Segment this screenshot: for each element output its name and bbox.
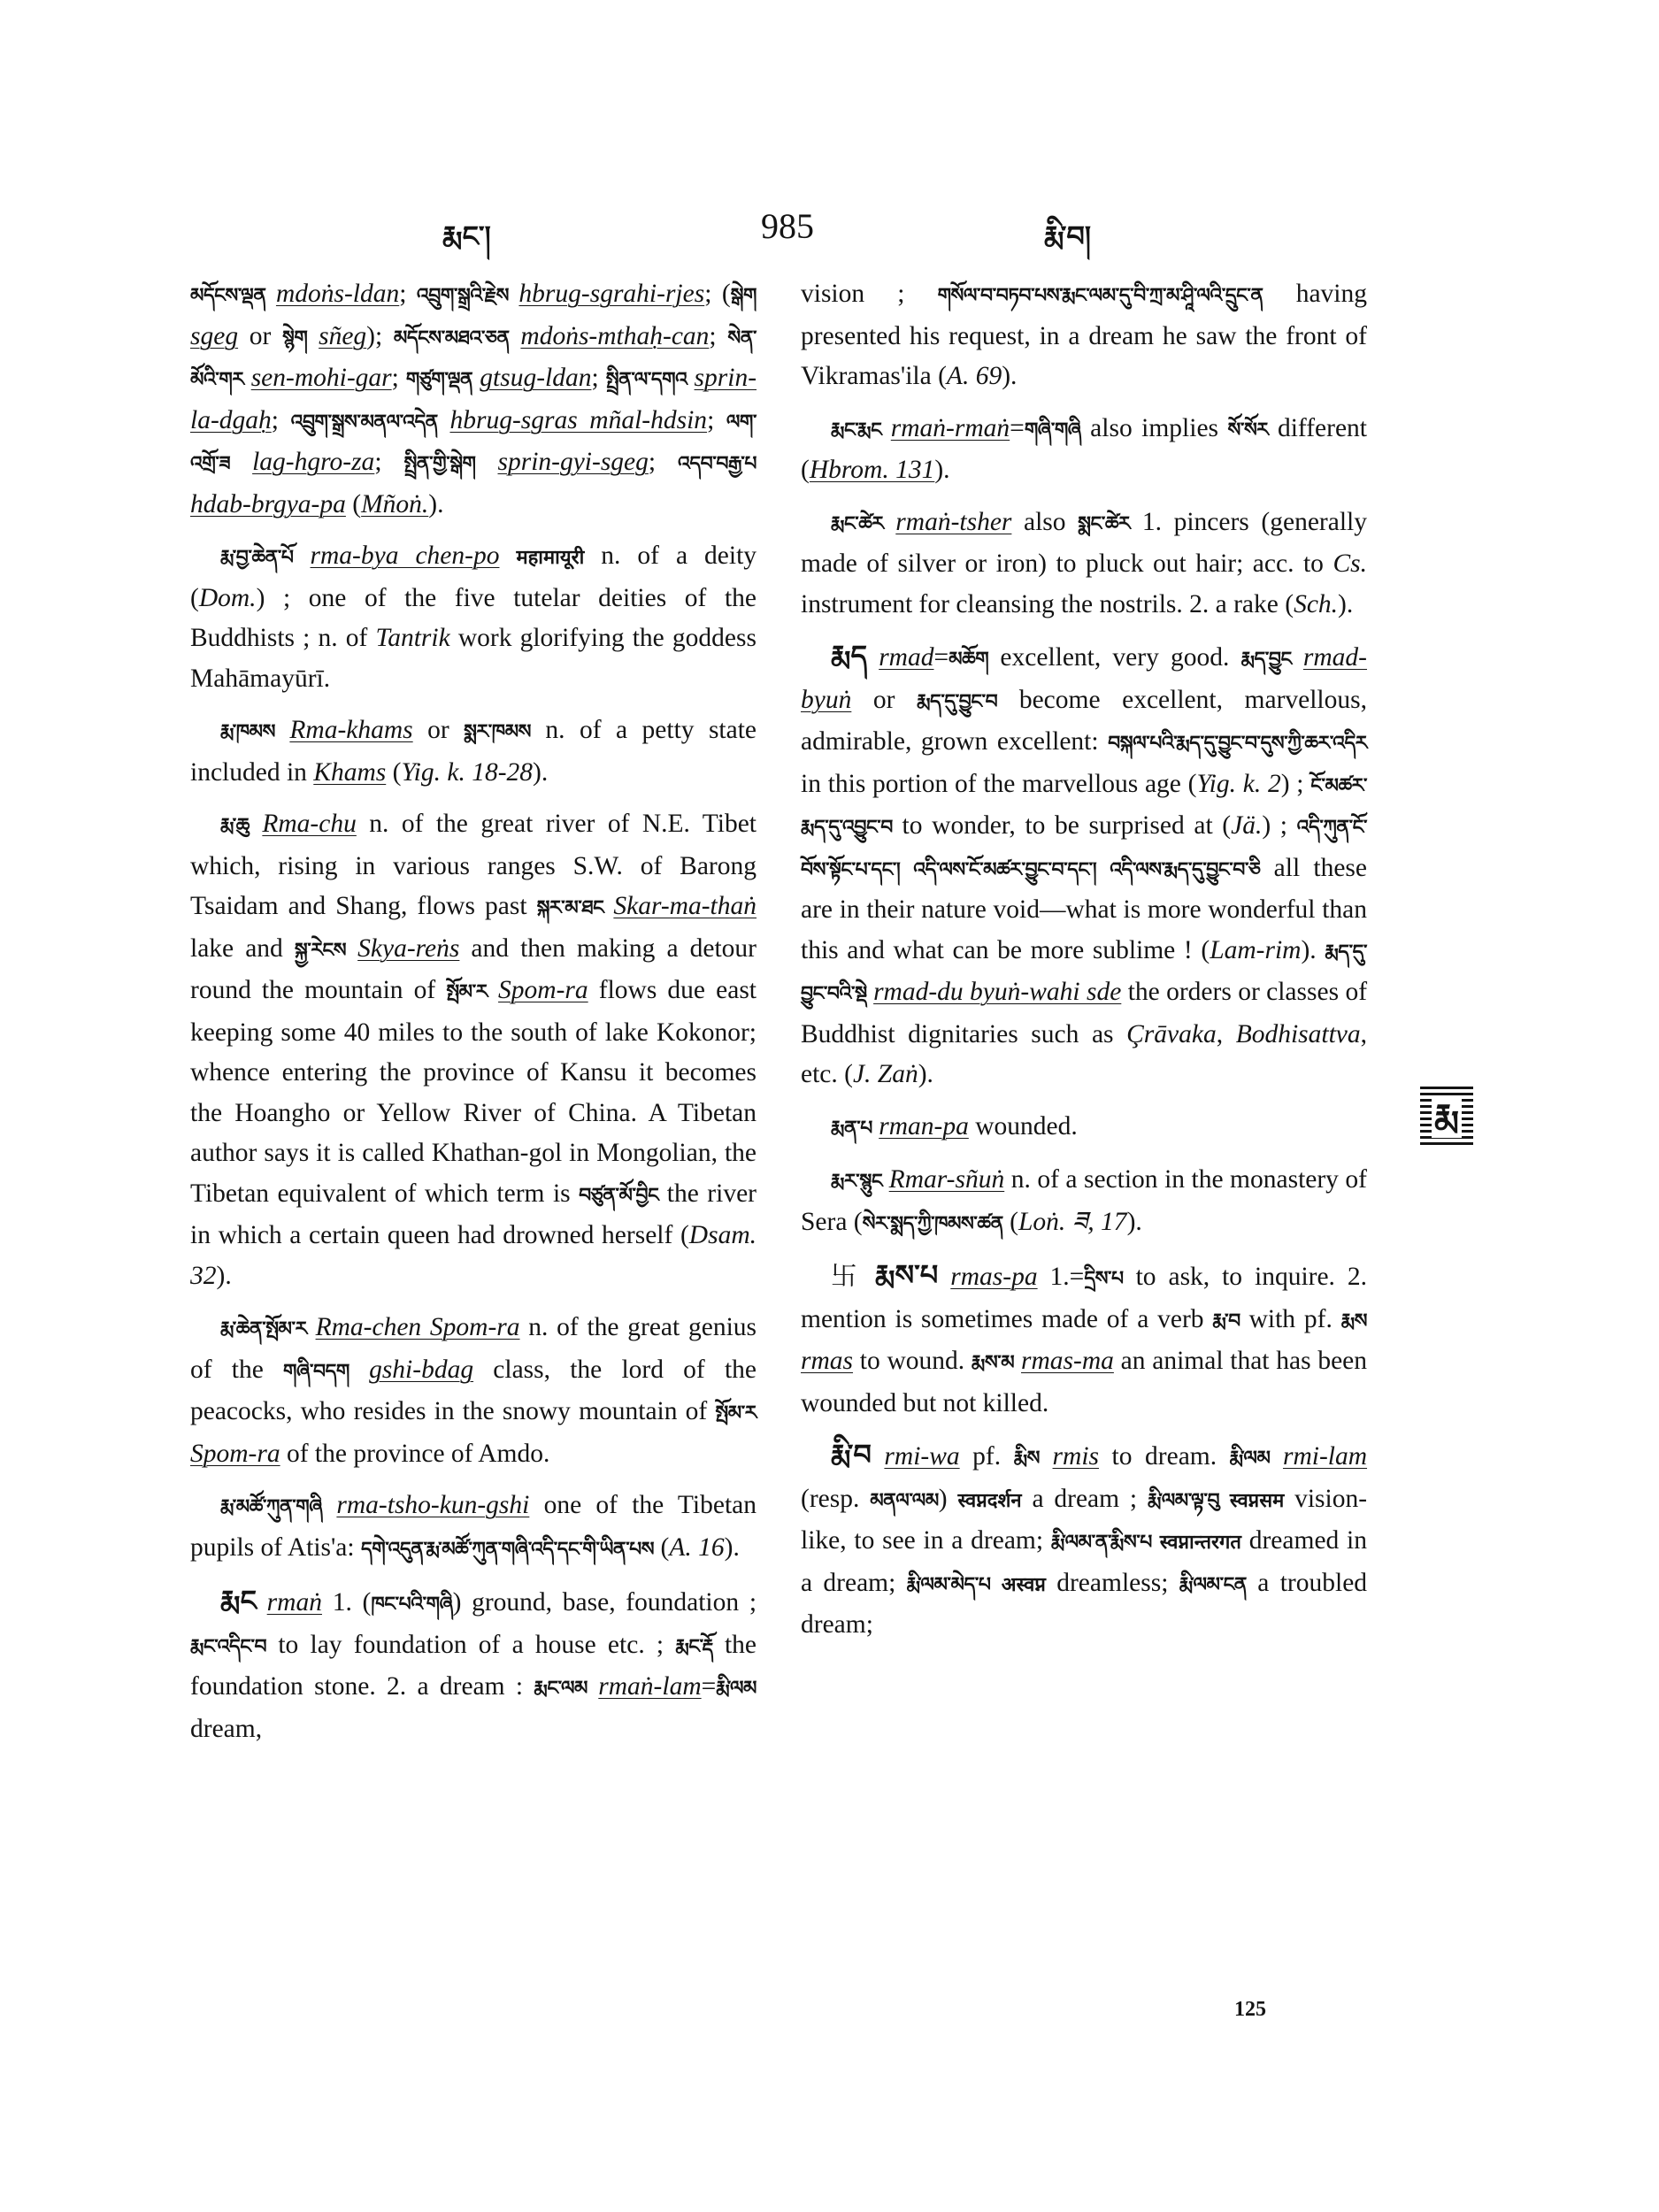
entry-rmi-wa: རྨི་བ rmi-wa pf. རྨིས rmis to dream. རྨི་ལམ rmi-lam (resp. མནལ་ལམ) स्वप्नदर्शन a dream ; རྨི་ལམ་ལྟ་བུ स्वप्नसम vision-like, to see in a dream; རྨི་ལམ་ན་རྨིས་པ स्वप्नान्तरगत dreamed in a dream; རྨི་ལམ་མེད་པ अस्वप्न dreamless; རྨི་ལམ་ངན a troubled dream;: [801, 1438, 1368, 1639]
entry-rma-khams: རྨ་ཁམས Rma-khams or སྨར་ཁམས n. of a petty state included in Khams (Yig. k. 18-28).: [190, 716, 757, 787]
entry-rmas-pa: 卐 རྨས་པ rmas-pa 1.=དྲིས་པ to ask, to inquire. 2. mention is sometimes made of a verb རྨ་བ with pf. རྨས rmas to wound. རྨས་མ rmas-ma an animal that has been wounded but not killed.: [801, 1258, 1368, 1417]
entry-continuation: མདོངས་ལྡན mdoṅs-ldan; འབྲུག་སྒྲའི་རྗེས hbrug-sgrahi-rjes; (སྒེག sgeg or སྙེག sñeg); མདོངས་མཐའ་ཅན mdoṅs-mthaḥ-can; སེན་མོའི་གར sen-mohi-gar; གཙུག་ལྡན gtsug-ldan; སྤྲིན་ལ་དགའ sprin-la-dgaḥ; འབྲུག་སྒྲས་མནལ་འདེན hbrug-sgras mñal-hdsin; ལག་འགྲོ་ཟ lag-hgro-za; སྤྲིན་གྱི་སྒེག sprin-gyi-sgeg; འདབ་བརྒྱ་པ hdab-brgya-pa (Mñoṅ.).: [190, 280, 757, 518]
entry-rma-tsho-kun-gshi: རྨ་མཚོ་ཀུན་གཞི rma-tsho-kun-gshi one of the Tibetan pupils of Atis'a: དགེ་འདུན་རྨ་མཚོ་ཀུན་གཞི་འདི་དང་གི་ཡིན་པས (A. 16).: [190, 1491, 757, 1562]
page-number: 985: [761, 206, 814, 246]
entry-rmang-continued: vision ; གསོལ་བ་བཏབ་པས་རྨང་ལམ་དུ་བི་ཀྲ་མ་ཤཱི་ལའི་དྲུང་ན having presented his request, in a dream he saw the front of Vikramas'ila (A. 69).: [801, 280, 1367, 390]
page-header: [0, 205, 1659, 258]
entry-rmad: རྨད rmad=མཆོག excellent, very good. རྨད་བྱུང rmad-byuṅ or རྨད་དུ་བྱུང་བ become excellent, marvellous, admirable, grown excellent: བསྐལ་པའི་རྨད་དུ་བྱུང་བ་དུས་ཀྱི་ཆར་འདིར in this portion of the marvellous age (Yig. k. 2) ; ངོ་མཚར་རྨད་དུ་འབྱུང་བ to wonder, to be surprised at (Jä.) ; འདི་ཀུན་ངོ་བོས་སྟོང་པ་དང་། འདི་ལས་ངོ་མཚར་བྱུང་བ་དང་། འདི་ལས་རྨད་དུ་བྱུང་བ་ཅི all these are in their nature void—what is more wonderful than this and what can be more sublime ! (Lam-rim). རྨད་དུ་བྱུང་བའི་སྡེ rmad-du byuṅ-wahi sde the orders or classes of Buddhist dignitaries such as Çrāvaka, Bodhisattva, etc. (J. Zaṅ).: [801, 639, 1368, 1088]
header-right-word: རྨི་བ།: [1044, 219, 1091, 253]
swastika-icon: 卐: [831, 1263, 876, 1291]
entry-rma-bya-chen-po: རྨ་བྱ་ཆེན་པོ rma-bya chen-po महामायूरी n. of a deity (Dom.) ; one of the five tutelar deities of the Buddhists ; n. of Tantrik work glorifying the goddess Mahāmayūrī.: [190, 541, 757, 693]
entry-rma-chen-spom-ra: རྨ་ཆེན་སྤོམ་ར Rma-chen Spom-ra n. of the great genius of the གཞི་བདག gshi-bdag class, the lord of the peacocks, who resides in the snowy mountain of སྤོམ་ར Spom-ra of the province of Amdo.: [190, 1313, 757, 1468]
entry-rmang-rmang: རྨང་རྨང rmaṅ-rmaṅ=གཞི་གཞི also implies སོ་སོར different (Hbrom. 131).: [801, 413, 1367, 484]
right-column: [801, 274, 1367, 1657]
entry-rmang-tsher: རྨང་ཚེར rmaṅ-tsher also སྨང་ཚེར 1. pincers (generally made of silver or iron) to pluck out hair; acc. to Cs. instrument for cleansing the nostrils. 2. a rake (Sch.).: [801, 507, 1367, 618]
thumb-index-letter: རྨ: [1432, 1097, 1462, 1138]
thumb-index-tab: [1420, 1087, 1473, 1148]
left-column: [190, 274, 757, 1761]
signature-mark: 125: [1234, 1998, 1266, 2021]
entry-rmar-snung: རྨར་སྙུང Rmar-sñuṅ n. of a section in the monastery of Sera (སེར་སྨད་ཀྱི་ཁམས་ཚན (Loṅ. ཟ, 17).: [801, 1165, 1368, 1236]
entry-rmang: རྨང rmaṅ 1. (ཁང་པའི་གཞི) ground, base, foundation ; རྨང་འདིང་བ to lay foundation of a house etc. ; རྨང་རྡོ the foundation stone. 2. a dream : རྨང་ལམ rmaṅ-lam=རྨི་ལམ dream,: [190, 1584, 757, 1743]
entry-rman-pa: རྨན་པ rman-pa wounded.: [831, 1111, 1078, 1141]
entry-rma-chu: རྨ་ཆུ Rma-chu n. of the great river of N.E. Tibet which, rising in various ranges S.W. of Barong Tsaidam and Shang, flows past སྐར་མ་ཐང Skar-ma-thaṅ lake and སྐྱ་རེངས Skya-reṅs and then making a detour round the mountain of སྤོམ་ར Spom-ra flows due east keeping some 40 miles to the south of lake Kokonor; whence entering the province of Kansu it becomes the Hoangho or Yellow River of China. A Tibetan author says it is called Khathan-gol in Mongolian, the Tibetan equivalent of which term is བཙུན་མོ་བྱིང the river in which a certain queen had drowned herself (Dsam. 32).: [190, 810, 757, 1290]
header-left-word: རྨང་།: [442, 219, 491, 253]
